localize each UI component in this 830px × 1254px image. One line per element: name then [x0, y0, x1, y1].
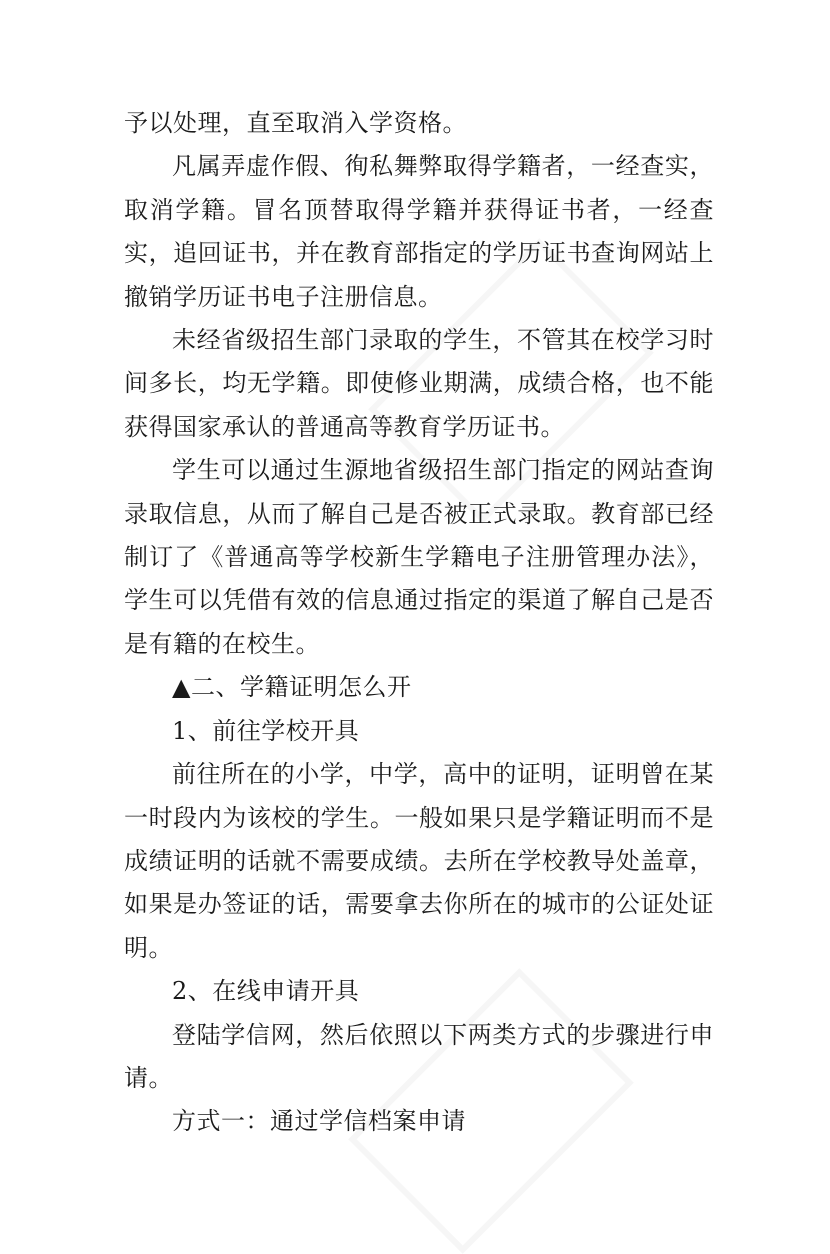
paragraph-3: 未经省级招生部门录取的学生，不管其在校学习时间多长，均无学籍。即使修业期满，成绩合格，也不能获得国家承认的普通高等教育学历证书。 [124, 326, 714, 441]
paragraph-5: 前往所在的小学，中学，高中的证明，证明曾在某一时段内为该校的学生。一般如果只是学籍证明而不是成绩证明的话就不需要成绩。去所在学校教导处盖章，如果是办签证的话，需要拿去你所在的城市的公证处证明。 [124, 760, 714, 962]
paragraph-4: 学生可以通过生源地省级招生部门指定的网站查询录取信息，从而了解自己是否被正式录取。教育部已经制订了《普通高等学校新生学籍电子注册管理办法》，学生可以凭借有效的信息通过指定的渠道了解自己是否是有籍的在校生。 [124, 456, 714, 658]
section-heading: ▲二、学籍证明怎么开 [172, 673, 412, 702]
paragraph-2: 凡属弄虚作假、徇私舞弊取得学籍者，一经查实，取消学籍。冒名顶替取得学籍并获得证书者，一经查实，追回证书，并在教育部指定的学历证书查询网站上撤销学历证书电子注册信息。 [124, 152, 714, 311]
paragraph-6: 登陆学信网，然后依照以下两类方式的步骤进行申请。 [124, 1020, 714, 1092]
subheading-2: 2、在线申请开具 [172, 977, 360, 1006]
method-heading: 方式一：通过学信档案申请 [172, 1107, 466, 1136]
paragraph-1: 予以处理，直至取消入学资格。 [124, 109, 467, 137]
subheading-1: 1、前往学校开具 [172, 716, 360, 745]
document-body [124, 102, 714, 1144]
